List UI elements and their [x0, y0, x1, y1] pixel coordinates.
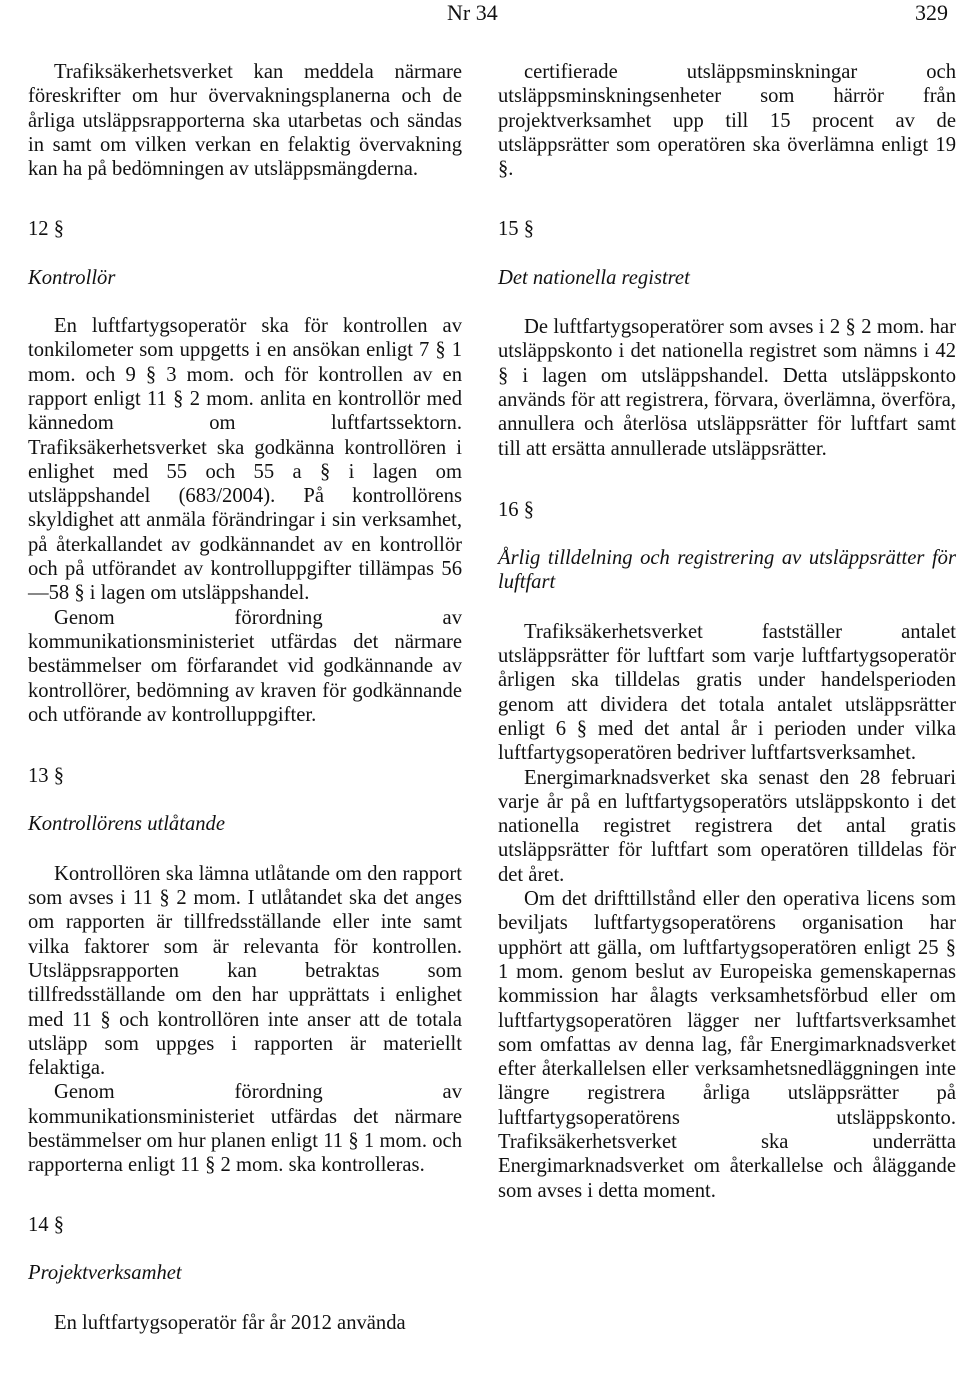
left-column [28, 60, 462, 1335]
section-number: 15 § [498, 218, 535, 241]
right-column [498, 60, 956, 1203]
section-title: Projektverksamhet [28, 1261, 182, 1284]
section-number: 16 § [498, 498, 535, 521]
section-number: 12 § [28, 218, 65, 241]
paragraph: En luftfartygsoperatör ska för kontrollen av tonkilometer som uppgetts i en ansökan enligt 7 § 1 mom. och 9 § 3 mom. och för kontrollen av en rapport enligt 11 § 2 mom. anlita en kontrollör med kännedom om luftfartssektorn. Trafiksäkerhetsverket ska godkänna kontrollören i enlighet med 55 och 55 a § i lagen om utsläppshandel (683/2004). På kontrollörens skyldighet att anmäla förändringar i sin verksamhet, på återkallandet av godkännandet av en kontrollör och på utförandet av kontrolluppgifter tillämpas 56—58 § i lagen om utsläppshandel. [28, 315, 462, 605]
section-number: 13 § [28, 765, 65, 788]
paragraph: Energimarknadsverket ska senast den 28 februari varje år på en luftfartygsoperatörs utsläppskonto i det nationella registret registrera det antal gratis utsläppsrätter för luftfart som operatören tilldelas för det året. [498, 766, 956, 886]
section-number: 14 § [28, 1213, 65, 1236]
paragraph: Trafiksäkerhetsverket fastställer antalet utsläppsrätter för luftfart som varje luftfartygsoperatör årligen ska tilldelas gratis under handelsperioden genom att dividera det totala antalet utsläppsrätter enligt 6 § med det antal år i perioden under vilka luftfartygsoperatören bedriver luftfartsverksamhet. [498, 620, 956, 765]
issue-number: Nr 34 [447, 0, 498, 25]
paragraph: De luftfartygsoperatörer som avses i 2 § 2 mom. har utsläppskonto i det nationella registret som nämns i 42 § i lagen om utsläppshandel. Detta utsläppskonto används för att registrera, förvara, överlämna, överföra, annullera och återlösa utsläppsrätter för luftfart samt till att ersätta annullerade utsläppsrätter. [498, 316, 956, 460]
paragraph: En luftfartygsoperatör får år 2012 använda [54, 1312, 406, 1335]
paragraph: Genom förordning av kommunikationsministeriet utfärdas det närmare bestämmelser om hur planen enligt 11 § 1 mom. och rapporterna enligt 11 § 2 mom. ska kontrolleras. [28, 1081, 462, 1177]
section-title: Det nationella registret [498, 266, 690, 289]
paragraph: Genom förordning av kommunikationsministeriet utfärdas det närmare bestämmelser om förfarandet vid godkännande av kontrollörer, bedömning av kraven för godkännande och utförande av kontrolluppgifter. [28, 606, 462, 726]
paragraph: Kontrollören ska lämna utlåtande om den rapport som avses i 11 § 2 mom. I utlåtandet ska det anges om rapporten är tillfredsställande eller inte samt vilka faktorer som är relevanta för kontrollen. Utsläppsrapporten kan betraktas som tillfredsställande om den har upprättats i enlighet med 11 § och kontrollören inte anser att de totala utsläpp som uppges i rapporten är materiellt felaktiga. [28, 862, 462, 1080]
section-title: Kontrollörens utlåtande [28, 813, 225, 836]
page-number: 329 [915, 0, 948, 25]
paragraph: Trafiksäkerhetsverket kan meddela närmare föreskrifter om hur övervakningsplanerna och de årliga utsläppsrapporterna ska utarbetas och sändas in samt om vilken verkan en felaktig övervakning kan ha på bedömningen av utsläppsmängderna. [28, 61, 462, 181]
paragraph: certifierade utsläppsminskningar och utsläppsminskningsenheter som härrör från projektverksamhet upp till 15 procent av de utsläppsrätter som operatören ska överlämna enligt 19 §. [498, 61, 956, 181]
page-header [0, 0, 960, 30]
section-title: Årlig tilldelning och registrering av utsläppsrätter för luftfart [498, 547, 956, 594]
section-title: Kontrollör [28, 266, 116, 289]
paragraph: Om det drifttillstånd eller den operativa licens som beviljats luftfartygsoperatörens organisation har upphört att gälla, om luftfartygsoperatören enligt 25 § 1 mom. genom beslut av Europeiska gemenskapernas kommission har ålagts verksamhetsförbud eller om luftfartygsoperatören lägger ner luftfartsverksamhet som omfattas av denna lag, får Energimarknadsverket efter återkallelsen eller verksamhetsnedläggningen inte längre registrera årliga utsläppsrätter på luftfartygsoperatörens utsläppskonto. Trafiksäkerhetsverket ska underrätta Energimarknadsverket om återkallelse och åläggande som avses i detta moment. [498, 888, 956, 1202]
